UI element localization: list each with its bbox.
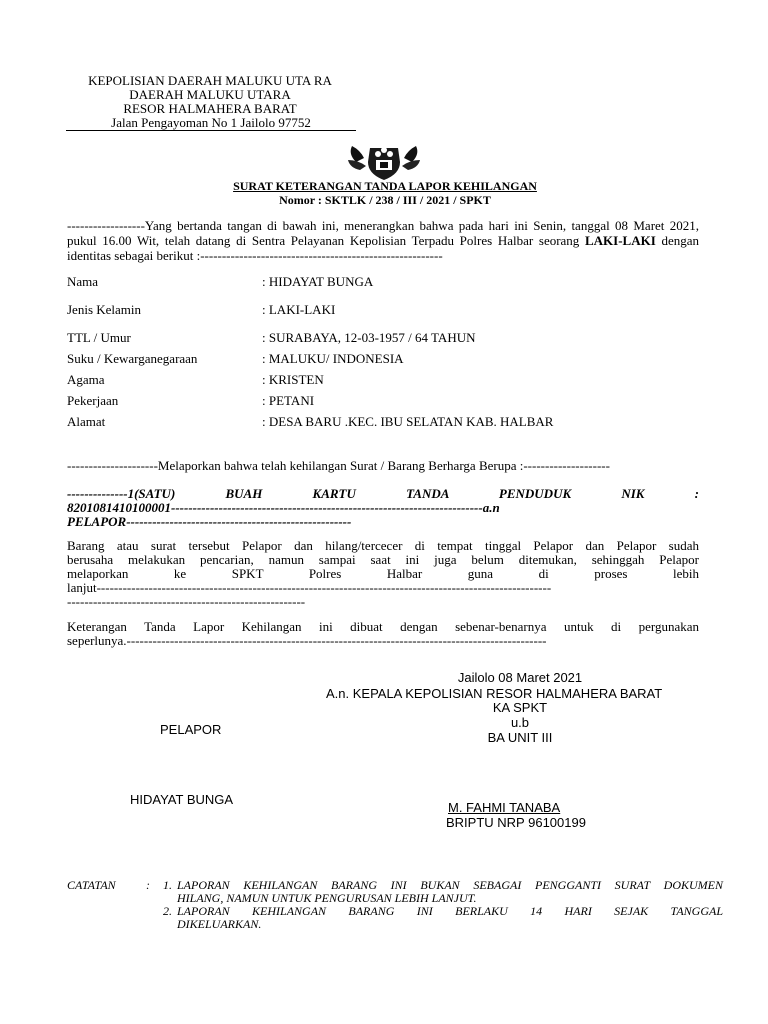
- identity-value: : HIDAYAT BUNGA: [262, 274, 374, 289]
- identity-value: : DESA BARU .KEC. IBU SELATAN KAB. HALBAR: [262, 414, 554, 429]
- unit-title: BA UNIT III: [487, 730, 553, 745]
- identity-label: Jenis Kelamin: [67, 302, 142, 317]
- body-line-2: berusaha melakukan pencarian, namun sampai saat ini juga belum ditemukan, sehinggah Pelapor: [67, 552, 699, 567]
- lost-item-line-1: --------------1(SATU) BUAH KARTU TANDA PENDUDUK NIK :: [67, 486, 699, 501]
- identity-label: Alamat: [67, 414, 106, 429]
- intro-gender: LAKI-LAKI: [584, 233, 656, 248]
- place-date: Jailolo 08 Maret 2021: [457, 670, 583, 685]
- identity-value: : MALUKU/ INDONESIA: [262, 351, 404, 366]
- reporter-label: PELAPOR: [160, 722, 222, 737]
- closing-line-2: seperlunya.-------------------------------------------------------------------------------------------------: [67, 633, 547, 648]
- on-behalf-title: A.n. KEPALA KEPOLISIAN RESOR HALMAHERA BARAT: [326, 686, 663, 701]
- note-line: LAPORAN KEHILANGAN BARANG INI BUKAN SEBAGAI PENGGANTI SURAT DOKUMEN: [177, 878, 723, 892]
- note-number: 1.: [163, 878, 172, 892]
- identity-label: Agama: [67, 372, 105, 387]
- note-line: LAPORAN KEHILANGAN BARANG INI BERLAKU 14 HARI SEJAK TANGGAL: [177, 904, 723, 918]
- note-line: HILANG, NAMUN UNTUK PENGURUSAN LEBIH LANJUT.: [177, 891, 477, 905]
- reporter-name: HIDAYAT BUNGA: [130, 792, 234, 807]
- identity-value: : SURABAYA, 12-03-1957 / 64 TAHUN: [262, 330, 476, 345]
- officer-name: M. FAHMI TANABA: [448, 800, 561, 815]
- lost-item-line-3: PELAPOR----------------------------------------------------: [67, 514, 352, 529]
- identity-value: : KRISTEN: [262, 372, 324, 387]
- office-title: KA SPKT: [492, 700, 548, 715]
- header-address: Jalan Pengayoman No 1 Jailolo 97752: [66, 115, 356, 131]
- identity-value: : LAKI-LAKI: [262, 302, 336, 317]
- body-line-5: -------------------------------------------------------: [67, 594, 306, 609]
- body-line-1: Barang atau surat tersebut Pelapor dan hilang/tercecer di tempat tinggal Pelapor dan Pelapor sudah: [67, 538, 699, 553]
- identity-label: Pekerjaan: [67, 393, 119, 408]
- ub-label: u.b: [510, 715, 530, 730]
- identity-label: TTL / Umur: [67, 330, 131, 345]
- notes-colon: :: [146, 878, 150, 892]
- body-line-4: lanjut---------------------------------------------------------------------------------------------------------: [67, 580, 552, 595]
- police-emblem-icon: [346, 140, 422, 182]
- lost-item-line-2: 8201081410100001------------------------------------------------------------------------a.n: [67, 500, 500, 515]
- report-line: ---------------------Melaporkan bahwa telah kehilangan Surat / Barang Berharga Berupa :--------------------: [67, 458, 610, 473]
- intro-paragraph: [67, 218, 699, 263]
- intro-text-a: ------------------Yang bertanda tangan di bawah ini, menerangkan bahwa pada hari ini Senin, tanggal 08 Maret 2021, pukul 16.00 Wit, telah datang di Sentra Pelayanan Kepolisian Terpadu Polres Halbar seorang: [67, 218, 699, 248]
- body-line-3: melaporkan ke SPKT Polres Halbar guna di proses lebih: [67, 566, 699, 581]
- identity-label: Nama: [67, 274, 99, 289]
- header-line-1: KEPOLISIAN DAERAH MALUKU UTA RA: [88, 73, 332, 88]
- header-line-3: RESOR HALMAHERA BARAT: [123, 101, 297, 116]
- notes-label: CATATAN: [67, 878, 116, 892]
- intro-text-b: dengan identitas sebagai berikut :--------------------------------------------------------: [67, 233, 699, 263]
- document-number: Nomor : SKTLK / 238 / III / 2021 / SPKT: [279, 193, 491, 207]
- note-line: DIKELUARKAN.: [177, 917, 262, 931]
- closing-line-1: Keterangan Tanda Lapor Kehilangan ini dibuat dengan sebenar-benarnya untuk di pergunakan: [67, 619, 699, 634]
- officer-rank: BRIPTU NRP 96100199: [446, 815, 586, 830]
- identity-label: Suku / Kewarganegaraan: [67, 351, 198, 366]
- identity-value: : PETANI: [262, 393, 315, 408]
- note-number: 2.: [163, 904, 172, 918]
- document-title: SURAT KETERANGAN TANDA LAPOR KEHILANGAN: [233, 179, 537, 193]
- header-line-2: DAERAH MALUKU UTARA: [129, 87, 291, 102]
